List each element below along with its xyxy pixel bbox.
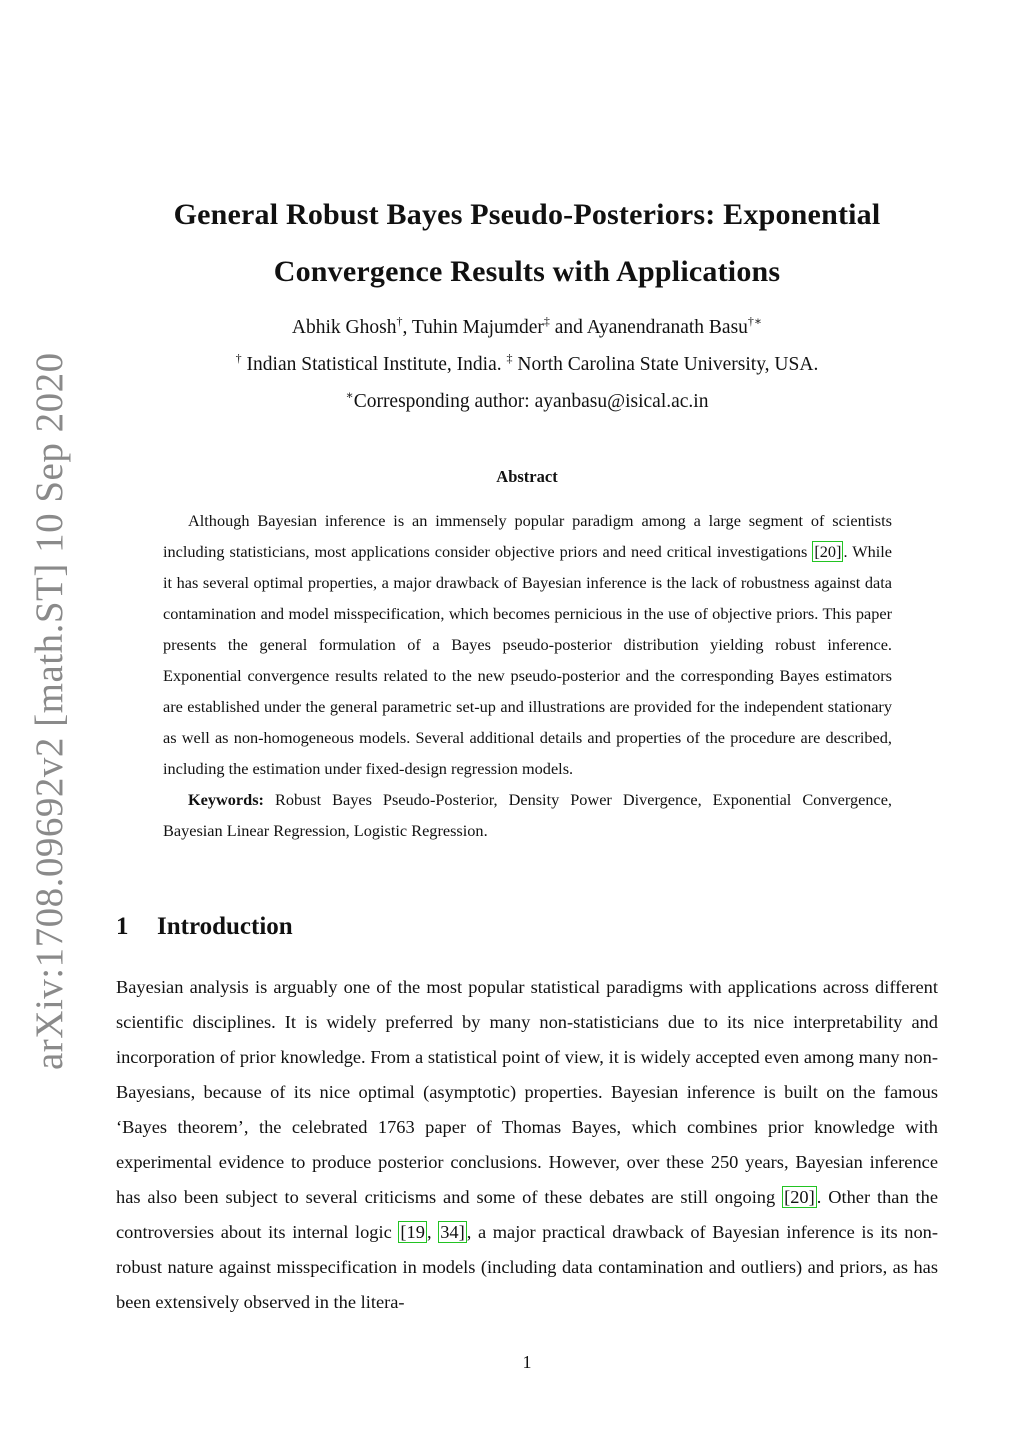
body-text: , [426,1222,439,1242]
keywords [163,784,892,846]
affiliation-mark: † [235,351,242,365]
section-title: Introduction [157,913,293,940]
affiliation-mark: †∗ [747,314,763,328]
affiliations [110,351,944,376]
author-separator: and [549,317,587,338]
body-paragraph [116,970,938,1320]
author-name: Abhik Ghosh [291,317,397,338]
keywords-text: Robust Bayes Pseudo-Posterior, Density Power Divergence, Exponential Convergence, Bayesian Linear Regression, Logistic Regression. [163,790,892,840]
author-name: Ayanendranath Basu [586,317,748,338]
body-text: . Other than the controversies about its internal logic [116,1187,938,1242]
body-text: , a major practical drawback of Bayesian inference is its non-robust nature against misspecification in models (including data contamination and outliers) and priors, as has been extensively observed in the litera- [116,1222,938,1312]
citation-link[interactable]: 34] [440,1222,465,1242]
abstract-heading: Abstract [496,467,558,486]
citation-link[interactable]: [20] [814,542,842,561]
corresponding-text: Corresponding author: ayanbasu@isical.ac.in [353,391,709,412]
institution: North Carolina State University, USA. [512,354,819,375]
author-list [110,314,944,339]
introduction-body [116,970,938,1320]
citation-link[interactable]: [20] [784,1187,815,1207]
abstract [163,505,892,846]
author-name: Tuhin Majumder [411,317,544,338]
section-number: 1 [116,913,129,940]
affiliation-mark: ‡ [543,314,550,328]
abstract-text: . While it has several optimal properties, a major drawback of Bayesian inference is the lack of robustness against data contamination and model misspecification, which becomes pernicious in the use of objective priors. This paper presents the general formulation of a Bayes pseudo-posterior distribution yielding robust inference. Exponential convergence results related to the new pseudo-posterior and the corresponding Bayes estimators are established under the general parametric set-up and illustrations are provided for the independent stationary as well as non-homogeneous models. Several additional details and properties of the procedure are described, including the estimation under fixed-design regression models. [163,542,892,778]
arxiv-identifier: arXiv:1708.09692v2 [math.ST] 10 Sep 2020 [28,352,71,1070]
abstract-paragraph [163,505,892,784]
body-text: Bayesian analysis is arguably one of the most popular statistical paradigms with applications across different scientific disciplines. It is widely preferred by many non-statisticians due to its nice interpretability and incorporation of prior knowledge. From a statistical point of view, it is widely accepted even among many non-Bayesians, because of its nice optimal (asymptotic) properties. Bayesian inference is built on the famous ‘Bayes theorem’, the celebrated 1763 paper of Thomas Bayes, which combines prior knowledge with experimental evidence to produce posterior conclusions. However, over these 250 years, Bayesian inference has also been subject to several criticisms and some of these debates are still ongoing [116,977,938,1207]
affiliation-mark: † [396,314,403,328]
abstract-text: Although Bayesian inference is an immensely popular paradigm among a large segment of scientists including statisticians, most applications consider objective priors and need critical investigations [163,511,892,561]
title-line-1: General Robust Bayes Pseudo-Posteriors: Exponential [173,198,881,231]
institution: Indian Statistical Institute, India. [241,354,507,375]
author-separator: , [402,317,412,338]
corresponding-mark: ∗ [345,388,354,402]
paper-title [110,186,944,300]
citation-link[interactable]: [19 [400,1222,425,1242]
corresponding-author [110,388,944,413]
title-line-2: Convergence Results with Applications [273,255,781,288]
affiliation-mark: ‡ [506,351,513,365]
section-heading [116,913,293,941]
page-number: 1 [522,1352,532,1372]
keywords-label: Keywords: [188,790,264,809]
